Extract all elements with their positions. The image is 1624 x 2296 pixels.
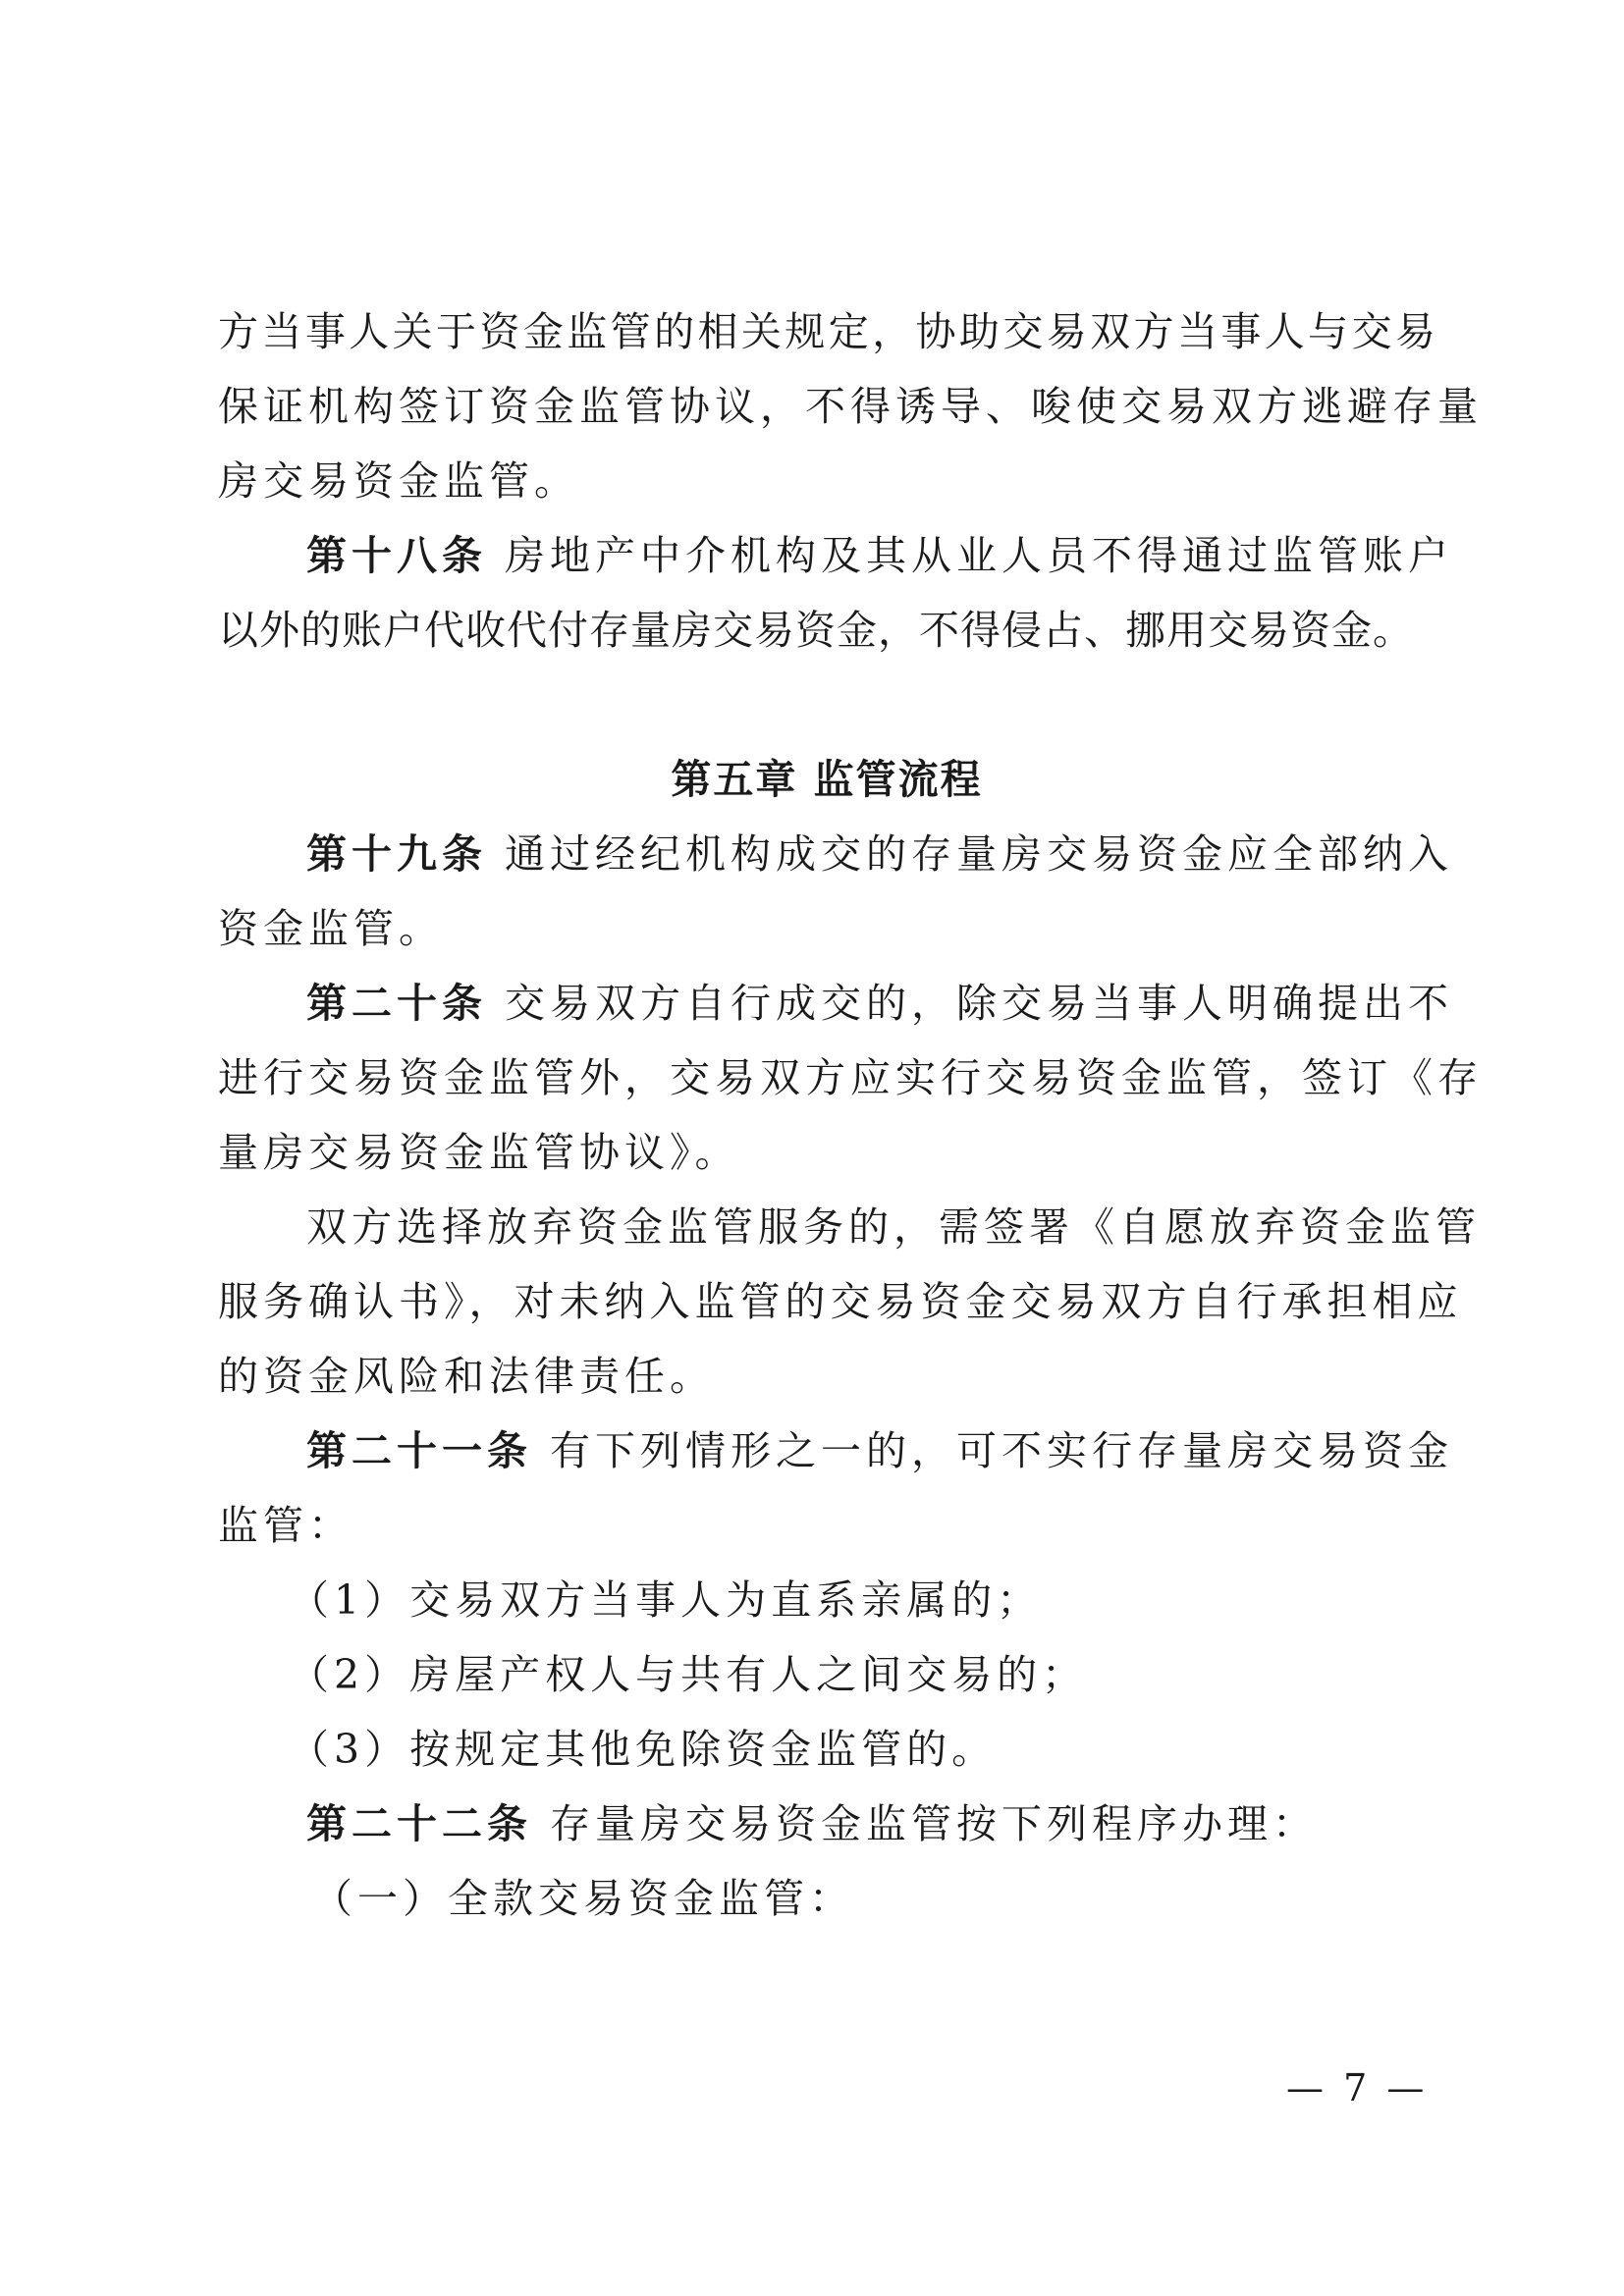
article-text: 存量房交易资金监管按下列程序办理： [550, 1800, 1319, 1847]
glyph: 方 [218, 308, 258, 355]
article-20 [218, 966, 1454, 1041]
sub-heading: （一）全款交易资金监管： [312, 1875, 854, 1922]
text-line: 的资金风险和法律责任。 [218, 1353, 715, 1400]
glyph: 管 [610, 308, 651, 355]
article-heading: 第二十一条 [306, 1427, 532, 1474]
glyph: 人 [349, 308, 390, 355]
glyph: 交 [1351, 308, 1392, 355]
article-text: 通过经纪机构成交的存量房交易资金应全部纳入 [505, 830, 1454, 878]
glyph: 规 [785, 308, 826, 355]
glyph: 相 [697, 308, 738, 355]
glyph: 人 [1264, 308, 1305, 355]
text-line: 监管： [218, 1502, 353, 1549]
glyph: 的 [654, 308, 695, 355]
text-line: 量房交易资金监管协议》。 [218, 1129, 740, 1176]
list-item: （1）交易双方当事人为直系亲属的； [289, 1576, 1043, 1624]
article-heading: 第二十条 [306, 980, 487, 1027]
glyph: 交 [1002, 308, 1044, 355]
list-item: （2）房屋产权人与共有人之间交易的； [289, 1651, 1088, 1698]
list-item: （3）按规定其他免除资金监管的。 [289, 1726, 998, 1773]
article-text: 房地产中介机构及其从业人员不得通过监管账户 [505, 532, 1454, 579]
glyph: 方 [1133, 308, 1174, 355]
glyph: 当 [261, 308, 302, 355]
text-line: 资金监管。 [218, 905, 444, 952]
text-line: 保证机构签订资金监管协议，不得诱导、唆使交易双方逃避存量 [218, 383, 1483, 430]
glyph: 易 [1394, 308, 1435, 355]
glyph: 关 [740, 308, 782, 355]
glyph: 资 [479, 308, 520, 355]
article-18 [218, 518, 1454, 593]
page-number: — 7 — [1286, 2066, 1429, 2109]
text-line: 进行交易资金监管外，交易双方应实行交易资金监管，签订《存 [218, 1054, 1483, 1101]
article-heading: 第十八条 [306, 532, 487, 579]
glyph: ， [872, 308, 913, 355]
chapter-title: 第五章 监管流程 [671, 756, 983, 803]
glyph: 双 [1090, 308, 1131, 355]
glyph: 定 [828, 308, 869, 355]
spacer [218, 667, 1435, 742]
glyph: 监 [567, 308, 608, 355]
document-body [218, 294, 1483, 1936]
article-text: 交易双方自行成交的，除交易当事人明确提出不 [505, 980, 1454, 1027]
article-heading: 第十九条 [306, 830, 487, 878]
text-line [218, 294, 1435, 369]
article-22 [218, 1787, 1435, 1861]
glyph: 金 [522, 308, 564, 355]
text-line: 以外的账户代收代付存量房交易资金，不得侵占、挪用交易资金。 [218, 607, 1414, 654]
article-text: 有下列情形之一的，可不实行存量房交易资金 [550, 1427, 1454, 1474]
text-line: 双方选择放弃资金监管服务的，需签署《自愿放弃资金监管 [306, 1203, 1481, 1251]
glyph: 关 [392, 308, 433, 355]
glyph: 与 [1308, 308, 1349, 355]
glyph: 于 [436, 308, 477, 355]
glyph: 当 [1176, 308, 1218, 355]
article-heading: 第二十二条 [306, 1800, 532, 1847]
text-line: 房交易资金监管。 [218, 457, 579, 505]
article-21 [218, 1414, 1454, 1488]
article-19 [218, 817, 1454, 891]
glyph: 事 [304, 308, 346, 355]
glyph: 事 [1220, 308, 1262, 355]
glyph: 助 [958, 308, 1000, 355]
glyph: 易 [1046, 308, 1087, 355]
glyph: 协 [915, 308, 956, 355]
text-line: 服务确认书》，对未纳入监管的交易资金交易双方自行承担相应 [218, 1278, 1463, 1325]
